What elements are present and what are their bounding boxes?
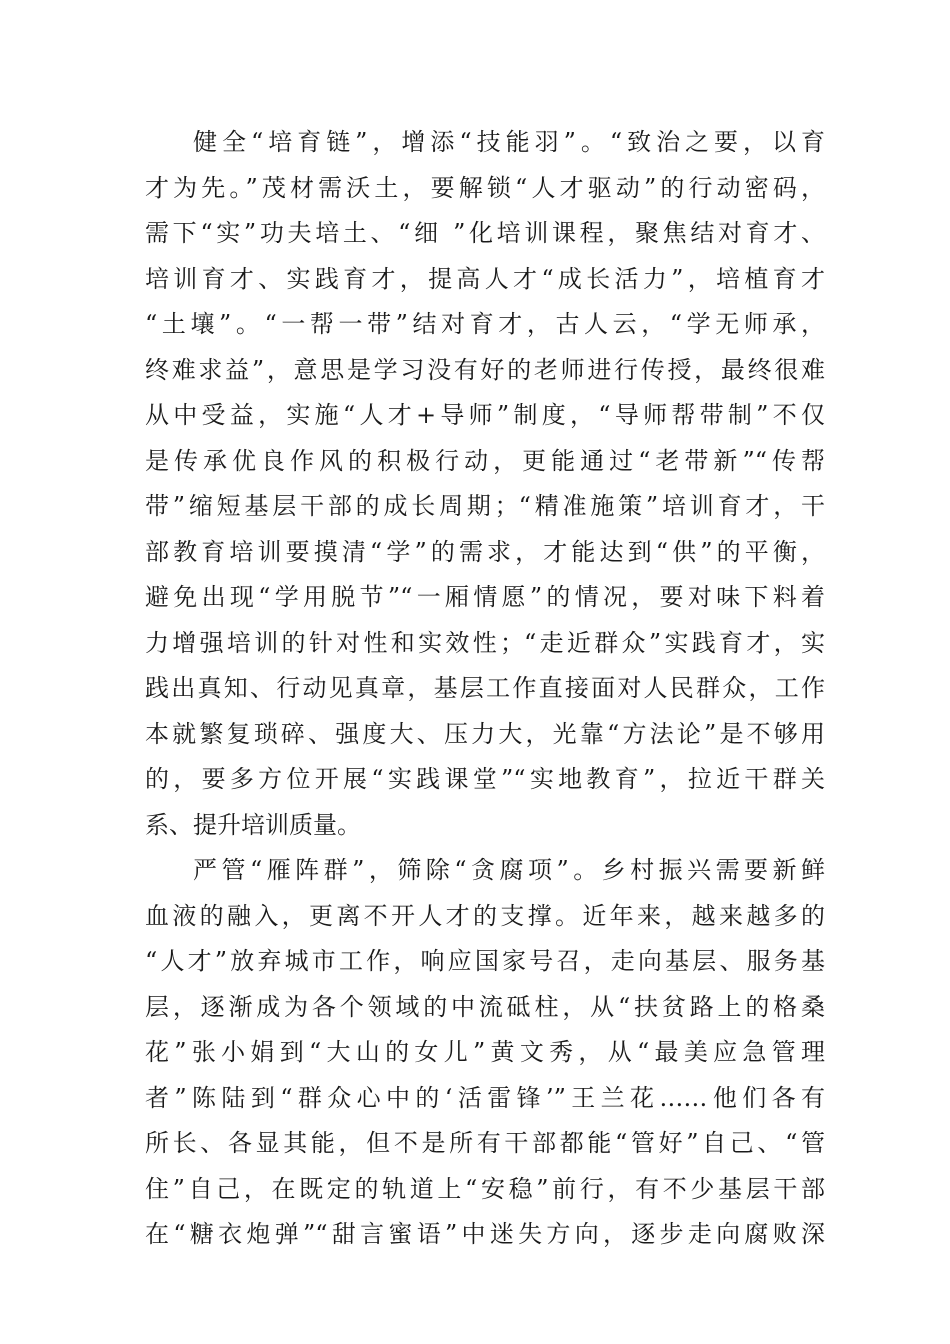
paragraph-line: 严管“雁阵群”，筛除“贪腐项”。乡村振兴需要新鲜 — [193, 856, 825, 884]
paragraph-line: 者”陈陆到“群众心中的‘活雷锋’”王兰花……他们各有 — [145, 1083, 825, 1112]
paragraph-line: 终难求益”，意思是学习没有好的老师进行传授，最终很难 — [145, 355, 825, 384]
paragraph-line: 带”缩短基层干部的成长周期；“精准施策”培训育才，干 — [145, 492, 825, 520]
paragraph-line: 住”自己，在既定的轨道上“安稳”前行，有不少基层干部 — [145, 1174, 825, 1203]
paragraph-line: 力增强培训的针对性和实效性；“走近群众”实践育才，实 — [145, 628, 825, 657]
paragraph-talent-cultivation — [145, 120, 825, 848]
paragraph-line: 避免出现“学用脱节”“一厢情愿”的情况，要对味下料着 — [145, 583, 825, 611]
document-body — [145, 120, 825, 1258]
paragraph-line: 所长、各显其能，但不是所有干部都能“管好”自己、“管 — [145, 1129, 825, 1157]
paragraph-strict-management — [145, 848, 825, 1258]
paragraph-line: 健全“培育链”，增添“技能羽”。“致治之要，以育 — [193, 128, 825, 156]
paragraph-line: 需下“实”功夫培土、“细 ”化培训课程，聚焦结对育才、 — [145, 219, 825, 247]
paragraph-line: 的，要多方位开展“实践课堂”“实地教育”，拉近干群关 — [145, 765, 825, 793]
paragraph-line: 部教育培训要摸清“学”的需求，才能达到“供”的平衡， — [145, 537, 825, 566]
paragraph-line: “人才”放弃城市工作，响应国家号召，走向基层、服务基 — [145, 947, 825, 975]
paragraph-line: 培训育才、实践育才，提高人才“成长活力”，培植育才 — [145, 264, 825, 293]
paragraph-line: 系、提升培训质量。 — [145, 810, 361, 839]
paragraph-line: 践出真知、行动见真章，基层工作直接面对人民群众，工作 — [145, 674, 825, 702]
paragraph-line: 是传承优良作风的积极行动，更能通过“老带新”“传帮 — [145, 446, 825, 475]
paragraph-line: 本就繁复琐碎、强度大、压力大，光靠“方法论”是不够用 — [145, 719, 825, 748]
paragraph-line: 层，逐渐成为各个领域的中流砥柱，从“扶贫路上的格桑 — [145, 992, 825, 1021]
paragraph-line: 花”张小娟到“大山的女儿”黄文秀，从“最美应急管理 — [145, 1038, 825, 1066]
paragraph-line: 在“糖衣炮弹”“甜言蜜语”中迷失方向，逐步走向腐败深 — [145, 1220, 825, 1248]
paragraph-line: 血液的融入，更离不开人才的支撑。近年来，越来越多的 — [145, 901, 825, 930]
paragraph-line: 从中受益，实施“人才+导师”制度，“导师帮带制”不仅 — [145, 401, 825, 429]
paragraph-line: 才为先。”茂材需沃土，要解锁“人才驱动”的行动密码， — [145, 173, 825, 202]
paragraph-line: “土壤”。“一帮一带”结对育才，古人云，“学无师承， — [145, 310, 825, 338]
